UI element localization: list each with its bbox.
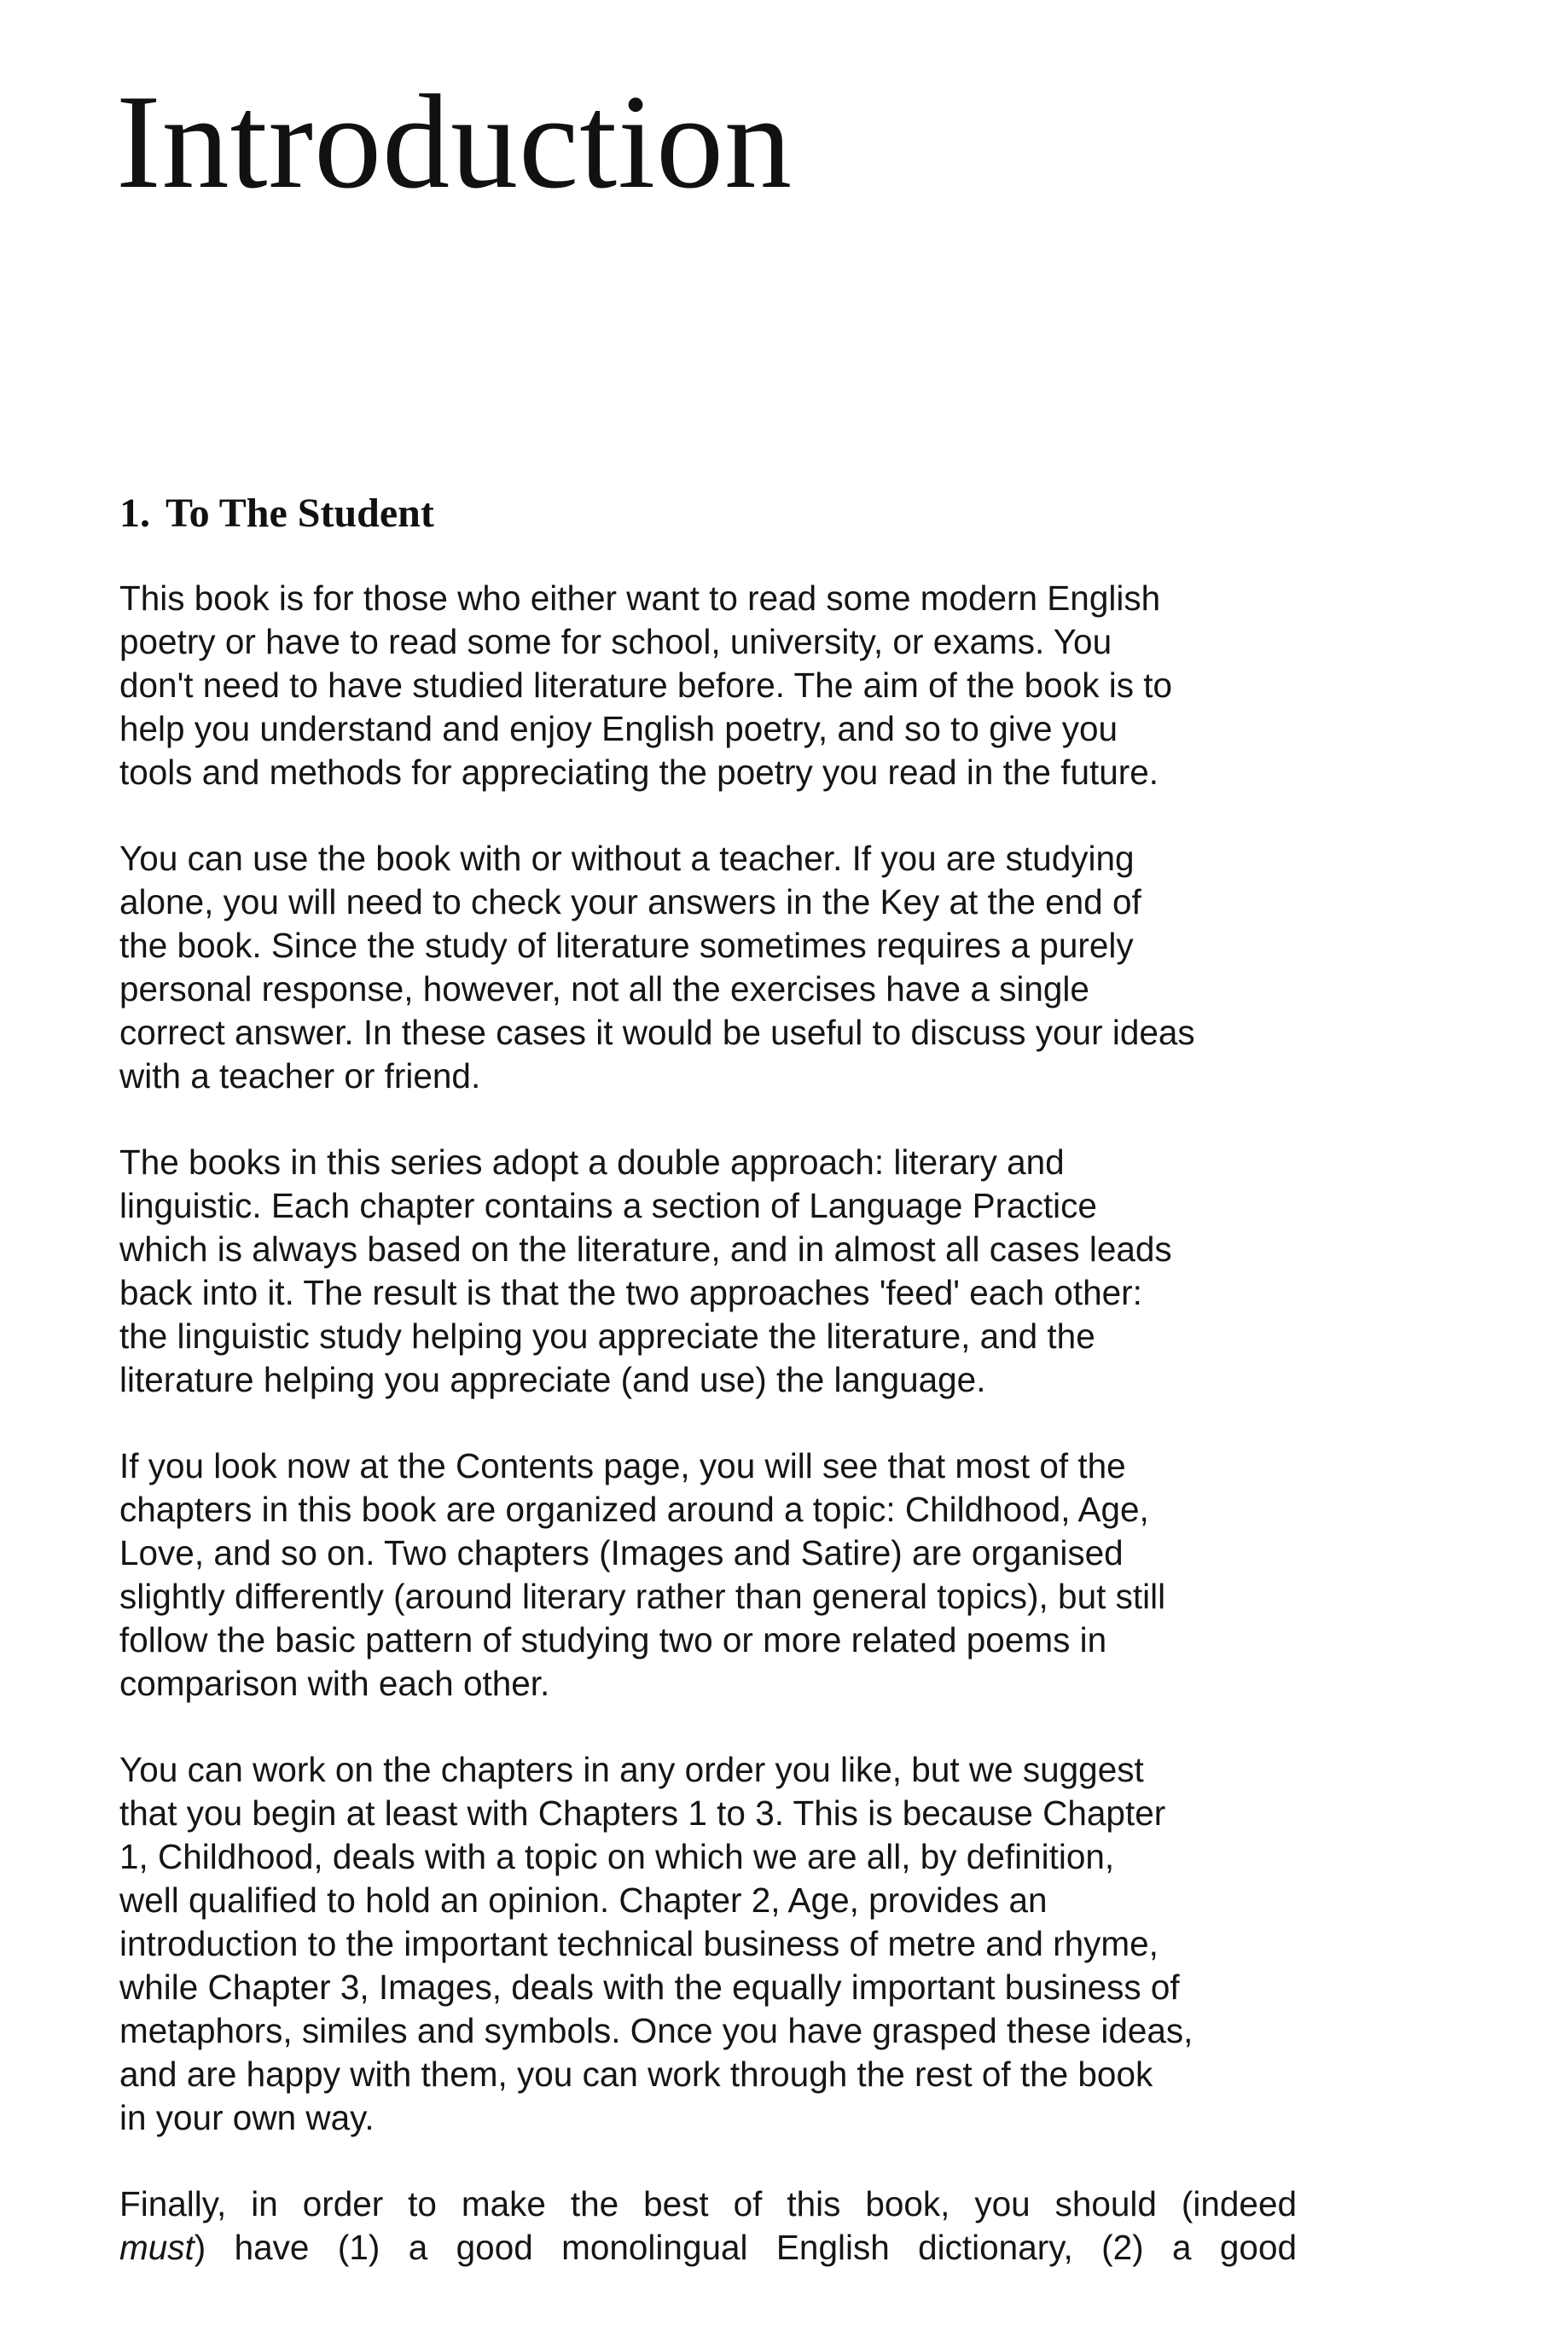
paragraph-teacher: [119, 837, 1297, 1098]
text-line: while Chapter 3, Images, deals with the equally important business of: [119, 1968, 1180, 2007]
text-line: back into it. The result is that the two approaches 'feed' each other:: [119, 1273, 1142, 1312]
text-line: linguistic. Each chapter contains a section of Language Practice: [119, 1186, 1097, 1225]
text-line: the book. Since the study of literature sometimes requires a purely: [119, 926, 1134, 965]
text-line: slightly differently (around literary rather than general topics), but still: [119, 1577, 1166, 1616]
text-line: This book is for those who either want to read some modern English: [119, 578, 1161, 618]
paragraph-to-the-student: [119, 577, 1297, 794]
text-line: and are happy with them, you can work through the rest of the book: [119, 2055, 1153, 2094]
text-line: well qualified to hold an opinion. Chapter 2, Age, provides an: [119, 1880, 1048, 1920]
text-line: The books in this series adopt a double approach: literary and: [119, 1142, 1065, 1182]
text-line: personal response, however, not all the exercises have a single: [119, 969, 1089, 1008]
text-line: don't need to have studied literature before. The aim of the book is to: [119, 666, 1173, 705]
text-line: metaphors, similes and symbols. Once you have grasped these ideas,: [119, 2011, 1193, 2050]
text-line: with a teacher or friend.: [119, 1056, 481, 1096]
text-fragment: ) have (1) a good monolingual English dictionary, (2) a good: [194, 2228, 1297, 2267]
text-line: [119, 2226, 1297, 2270]
paragraph-contents: [119, 1444, 1297, 1706]
paragraph-approach: [119, 1141, 1297, 1402]
text-line: introduction to the important technical business of metre and rhyme,: [119, 1924, 1159, 1963]
text-line: in your own way.: [119, 2098, 375, 2137]
text-line: help you understand and enjoy English poetry, and so to give you: [119, 709, 1118, 748]
text-line: alone, you will need to check your answers in the Key at the end of: [119, 882, 1141, 921]
text-line: tools and methods for appreciating the poetry you read in the future.: [119, 753, 1159, 792]
paragraph-finally: [119, 2183, 1297, 2270]
text-line: Love, and so on. Two chapters (Images and Satire) are organised: [119, 1533, 1124, 1572]
text-line: chapters in this book are organized around a topic: Childhood, Age,: [119, 1490, 1149, 1529]
text-line: If you look now at the Contents page, you will see that most of the: [119, 1446, 1126, 1485]
text-line: which is always based on the literature, and in almost all cases leads: [119, 1229, 1172, 1269]
emphasis-text: must: [119, 2228, 195, 2267]
text-line: follow the basic pattern of studying two or more related poems in: [119, 1620, 1107, 1659]
text-line: Finally, in order to make the best of this book, you should (indeed: [119, 2184, 1297, 2223]
section-title: To The Student: [166, 491, 434, 536]
text-line: that you begin at least with Chapters 1 to 3. This is because Chapter: [119, 1793, 1166, 1833]
text-line: You can work on the chapters in any order you like, but we suggest: [119, 1750, 1144, 1789]
text-line: comparison with each other.: [119, 1664, 550, 1703]
text-line: correct answer. In these cases it would be useful to discuss your ideas: [119, 1013, 1195, 1052]
body-text: [119, 577, 1297, 2270]
text-line: the linguistic study helping you appreciate the literature, and the: [119, 1317, 1095, 1356]
text-line: poetry or have to read some for school, university, or exams. You: [119, 622, 1112, 661]
chapter-title: Introduction: [116, 67, 793, 217]
section-heading: [119, 493, 434, 534]
paragraph-order: [119, 1748, 1297, 2140]
text-line: 1, Childhood, deals with a topic on which we are all, by definition,: [119, 1837, 1115, 1876]
text-line: literature helping you appreciate (and use) the language.: [119, 1360, 986, 1399]
text-line: You can use the book with or without a teacher. If you are studying: [119, 839, 1135, 878]
section-number: 1.: [119, 491, 150, 536]
